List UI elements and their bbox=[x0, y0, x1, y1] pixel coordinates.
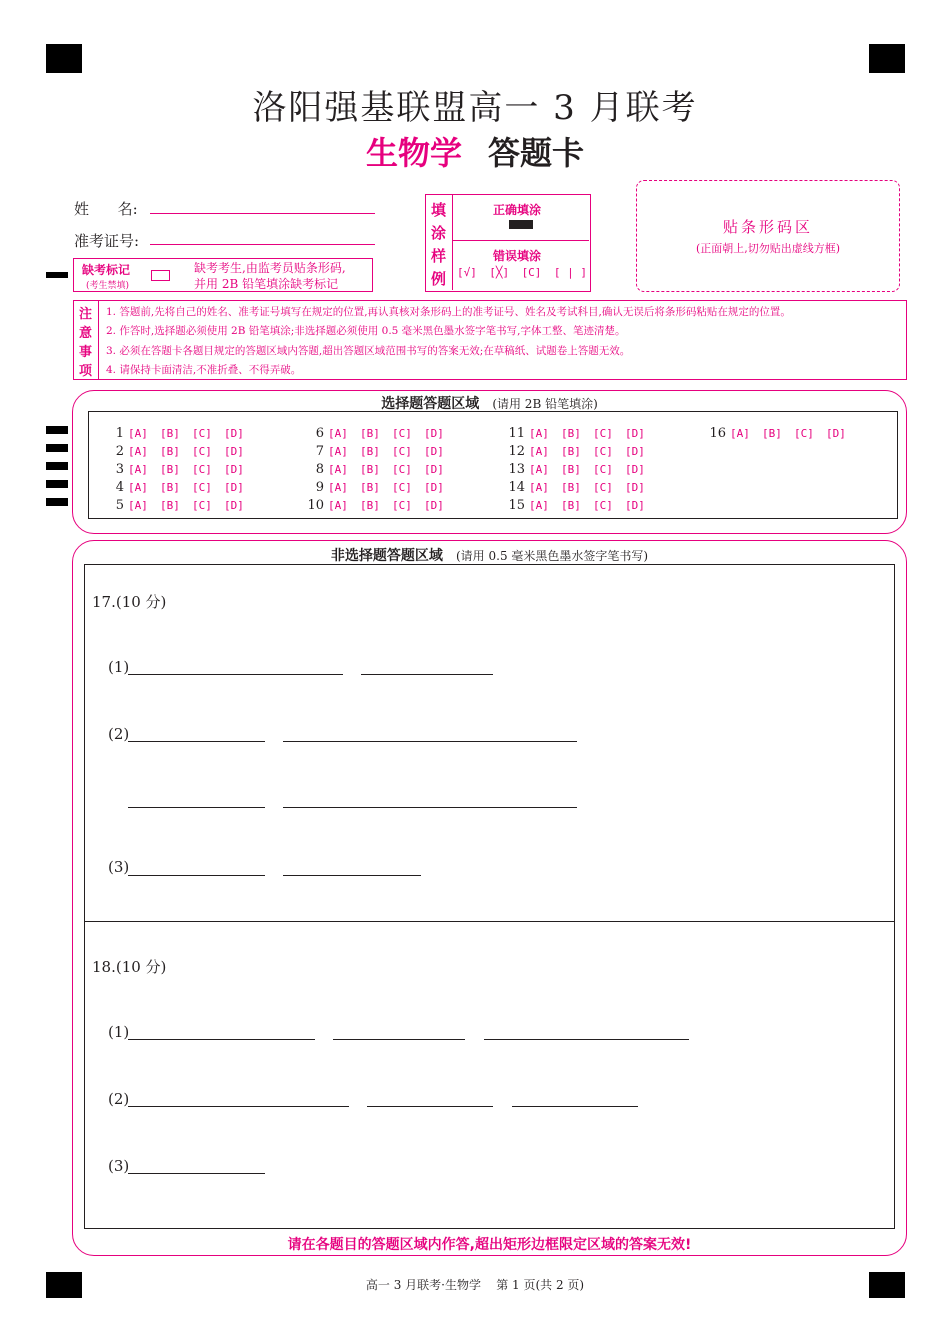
q17-part2-blank-d[interactable] bbox=[283, 807, 577, 808]
choice-option-bubble[interactable]: [D] bbox=[424, 463, 444, 476]
notes-item: 3. 必须在答题卡各题目规定的答题区域内答题,超出答题区域范围书写的答案无效;在草稿纸、试题卷上答题无效。 bbox=[106, 345, 631, 357]
barcode-sub: (正面朝上,切勿贴出虚线方框) bbox=[695, 242, 841, 255]
absent-label: 缺考标记 bbox=[82, 263, 131, 277]
choice-question-row bbox=[505, 440, 657, 459]
question-divider bbox=[84, 921, 894, 922]
notes-side-char: 事 bbox=[79, 345, 93, 360]
choice-option-bubble[interactable]: [A] bbox=[128, 481, 148, 494]
fill-sample-side-char: 例 bbox=[431, 270, 447, 288]
wrong-fill-label: 错误填涂 bbox=[493, 249, 542, 263]
choice-option-bubble[interactable]: [B] bbox=[360, 427, 380, 440]
choice-question-row bbox=[104, 494, 256, 513]
choice-option-bubble[interactable]: [A] bbox=[529, 481, 549, 494]
registration-mark-top-right bbox=[869, 44, 905, 73]
choice-option-bubble[interactable]: [D] bbox=[625, 481, 645, 494]
q18-part2-blank-c[interactable] bbox=[512, 1106, 638, 1107]
choice-option-bubble[interactable]: [C] bbox=[392, 463, 412, 476]
choice-option-bubble[interactable]: [A] bbox=[730, 427, 750, 440]
choice-option-bubble[interactable]: [D] bbox=[625, 463, 645, 476]
choice-option-bubble[interactable]: [C] bbox=[192, 499, 212, 512]
choice-question-number: 1 bbox=[115, 426, 124, 441]
q18-part1-label: (1) bbox=[108, 1023, 130, 1041]
choice-option-bubble[interactable]: [D] bbox=[224, 463, 244, 476]
absent-checkbox[interactable] bbox=[151, 270, 170, 281]
fill-sample-side-char: 样 bbox=[431, 247, 447, 265]
choice-option-bubble[interactable]: [C] bbox=[192, 463, 212, 476]
choice-option-bubble[interactable]: [A] bbox=[128, 427, 148, 440]
choice-question-row bbox=[505, 458, 657, 477]
choice-question-row bbox=[505, 476, 657, 495]
notes-item: 2. 作答时,选择题必须使用 2B 铅笔填涂;非选择题必须使用 0.5 毫米黑色墨水签字笔书写,字体工整、笔迹清楚。 bbox=[106, 325, 626, 337]
choice-question-number: 16 bbox=[709, 426, 726, 441]
choice-option-bubble[interactable]: [B] bbox=[561, 445, 581, 458]
choice-option-bubble[interactable]: [D] bbox=[424, 445, 444, 458]
choice-question-row bbox=[104, 422, 256, 441]
choice-option-bubble[interactable]: [C] bbox=[392, 481, 412, 494]
choice-option-bubble[interactable]: [C] bbox=[593, 427, 613, 440]
choice-option-bubble[interactable]: [A] bbox=[328, 427, 348, 440]
choice-question-row bbox=[706, 422, 858, 441]
choice-option-bubble[interactable]: [A] bbox=[328, 499, 348, 512]
correct-fill-sample bbox=[509, 220, 533, 229]
q18-part1-blank-c[interactable] bbox=[484, 1039, 689, 1040]
choice-option-bubble[interactable]: [D] bbox=[826, 427, 846, 440]
wrong-fill-samples bbox=[457, 266, 587, 279]
choice-option-bubble[interactable]: [C] bbox=[794, 427, 814, 440]
choice-option-bubble[interactable]: [A] bbox=[328, 481, 348, 494]
choice-option-bubble[interactable]: [D] bbox=[224, 427, 244, 440]
page-footer: 高一 3 月联考·生物学 第 1 页(共 2 页) bbox=[365, 1278, 585, 1292]
choice-question-row bbox=[104, 476, 256, 495]
choice-option-bubble[interactable]: [B] bbox=[160, 499, 180, 512]
notes-item: 1. 答题前,先将自己的姓名、准考证号填写在规定的位置,再认真核对条形码上的准考证号、姓名及考试科目,确认无误后将条形码粘贴在规定的位置。 bbox=[106, 306, 791, 318]
page-title: 洛阳强基联盟高一 3 月联考 bbox=[252, 88, 698, 128]
name-field[interactable] bbox=[150, 213, 375, 214]
correct-fill-label: 正确填涂 bbox=[493, 203, 542, 217]
choice-question-row bbox=[304, 494, 456, 513]
fill-sample-divider bbox=[452, 194, 453, 290]
q18-part3-blank-a[interactable] bbox=[128, 1173, 265, 1174]
timing-mark bbox=[46, 444, 68, 452]
choice-question-number: 2 bbox=[115, 444, 124, 459]
q18-part1-blank-b[interactable] bbox=[333, 1039, 465, 1040]
nonchoice-area-hint: (请用 0.5 毫米黑色墨水签字笔书写) bbox=[456, 549, 649, 563]
barcode-title: 贴条形码区 bbox=[722, 218, 813, 236]
choice-option-bubble[interactable]: [A] bbox=[529, 463, 549, 476]
notes-item: 4. 请保持卡面清洁,不准折叠、不得弄破。 bbox=[106, 364, 302, 376]
choice-option-bubble[interactable]: [C] bbox=[392, 445, 412, 458]
card-name: 答题卡 bbox=[488, 134, 585, 172]
choice-option-bubble[interactable]: [B] bbox=[360, 445, 380, 458]
choice-question-number: 15 bbox=[508, 498, 525, 513]
choice-option-bubble[interactable]: [C] bbox=[192, 481, 212, 494]
q18-part2-label: (2) bbox=[108, 1090, 130, 1108]
q17-part1-blank-b[interactable] bbox=[361, 674, 493, 675]
choice-question-number: 5 bbox=[115, 498, 124, 513]
choice-option-bubble[interactable]: [D] bbox=[625, 445, 645, 458]
choice-option-bubble[interactable]: [D] bbox=[224, 499, 244, 512]
choice-option-bubble[interactable]: [D] bbox=[424, 481, 444, 494]
choice-option-bubble[interactable]: [B] bbox=[561, 481, 581, 494]
wrong-mark-line: [ | ] bbox=[553, 266, 587, 279]
notes-divider bbox=[98, 300, 99, 380]
choice-option-bubble[interactable]: [D] bbox=[424, 427, 444, 440]
notes-side-char: 注 bbox=[79, 307, 93, 322]
fill-sample-side-char: 涂 bbox=[431, 224, 447, 242]
choice-option-bubble[interactable]: [C] bbox=[593, 481, 613, 494]
q17-part1-label: (1) bbox=[108, 658, 130, 676]
choice-question-number: 14 bbox=[508, 480, 525, 495]
q18-part2-blank-b[interactable] bbox=[367, 1106, 493, 1107]
q18-part3-label: (3) bbox=[108, 1157, 130, 1175]
choice-option-bubble[interactable]: [B] bbox=[762, 427, 782, 440]
absent-sub-label: (考生禁填) bbox=[86, 281, 130, 291]
timing-mark bbox=[46, 462, 68, 470]
choice-option-bubble[interactable]: [C] bbox=[392, 427, 412, 440]
choice-option-bubble[interactable]: [D] bbox=[625, 499, 645, 512]
choice-option-bubble[interactable]: [B] bbox=[160, 463, 180, 476]
choice-question-number: 10 bbox=[307, 498, 324, 513]
choice-question-number: 3 bbox=[115, 462, 124, 477]
choice-option-bubble[interactable]: [B] bbox=[360, 463, 380, 476]
choice-option-bubble[interactable]: [A] bbox=[128, 445, 148, 458]
absent-desc-line1: 缺考考生,由监考员贴条形码, bbox=[194, 261, 346, 275]
choice-question-row bbox=[104, 458, 256, 477]
choice-option-bubble[interactable]: [D] bbox=[424, 499, 444, 512]
choice-option-bubble[interactable]: [B] bbox=[561, 427, 581, 440]
choice-question-row bbox=[304, 458, 456, 477]
ticket-label: 准考证号: bbox=[74, 232, 140, 250]
registration-mark-top-left bbox=[46, 44, 82, 73]
wrong-mark-cross: [╳] bbox=[489, 266, 510, 279]
page-subtitle bbox=[0, 128, 950, 174]
q17-part3-blank-a[interactable] bbox=[128, 875, 265, 876]
choice-option-bubble[interactable]: [A] bbox=[529, 445, 549, 458]
choice-option-bubble[interactable]: [D] bbox=[625, 427, 645, 440]
wrong-mark-partial: [C] bbox=[521, 266, 542, 279]
choice-option-bubble[interactable]: [A] bbox=[328, 445, 348, 458]
q17-part3-label: (3) bbox=[108, 858, 130, 876]
choice-question-number: 4 bbox=[115, 480, 124, 495]
choice-option-bubble[interactable]: [C] bbox=[192, 427, 212, 440]
notes-side-char: 项 bbox=[79, 364, 93, 379]
q17-part2-blank-a[interactable] bbox=[128, 741, 265, 742]
choice-option-bubble[interactable]: [B] bbox=[160, 481, 180, 494]
answer-area-warning: 请在各题目的答题区域内作答,超出矩形边框限定区域的答案无效! bbox=[287, 1237, 692, 1253]
choice-question-row bbox=[505, 422, 657, 441]
timing-mark bbox=[46, 498, 68, 506]
choice-option-bubble[interactable]: [C] bbox=[392, 499, 412, 512]
timing-mark bbox=[46, 480, 68, 488]
subject-name: 生物学 bbox=[365, 134, 462, 172]
choice-area-title: 选择题答题区域 bbox=[381, 396, 480, 412]
choice-option-bubble[interactable]: [B] bbox=[561, 463, 581, 476]
choice-option-bubble[interactable]: [B] bbox=[360, 481, 380, 494]
choice-option-bubble[interactable]: [C] bbox=[593, 499, 613, 512]
q17-part2-blank-b[interactable] bbox=[283, 741, 577, 742]
choice-option-bubble[interactable]: [A] bbox=[128, 499, 148, 512]
choice-question-row bbox=[304, 476, 456, 495]
choice-option-bubble[interactable]: [C] bbox=[593, 463, 613, 476]
choice-option-bubble[interactable]: [C] bbox=[192, 445, 212, 458]
nonchoice-area-header bbox=[72, 545, 907, 565]
q17-part3-blank-b[interactable] bbox=[283, 875, 421, 876]
q18-part2-blank-a[interactable] bbox=[128, 1106, 349, 1107]
fill-sample-hdivider bbox=[452, 240, 589, 241]
choice-area-hint: (请用 2B 铅笔填涂) bbox=[492, 397, 598, 411]
choice-question-row bbox=[304, 440, 456, 459]
notes-side-char: 意 bbox=[79, 326, 93, 341]
timing-mark bbox=[46, 426, 68, 434]
nonchoice-box bbox=[84, 564, 895, 1229]
choice-option-bubble[interactable]: [C] bbox=[593, 445, 613, 458]
choice-question-number: 13 bbox=[508, 462, 525, 477]
choice-option-bubble[interactable]: [A] bbox=[128, 463, 148, 476]
choice-question-row bbox=[304, 422, 456, 441]
timing-mark bbox=[46, 272, 68, 278]
fill-sample-side-char: 填 bbox=[431, 201, 447, 219]
choice-option-bubble[interactable]: [A] bbox=[529, 499, 549, 512]
name-label: 姓 名: bbox=[74, 200, 138, 218]
choice-option-bubble[interactable]: [B] bbox=[160, 445, 180, 458]
choice-question-row bbox=[505, 494, 657, 513]
wrong-mark-check: [√] bbox=[457, 266, 477, 279]
choice-option-bubble[interactable]: [A] bbox=[529, 427, 549, 440]
q18-part1-blank-a[interactable] bbox=[128, 1039, 315, 1040]
choice-option-bubble[interactable]: [B] bbox=[561, 499, 581, 512]
choice-question-number: 8 bbox=[315, 462, 324, 477]
ticket-number-field[interactable] bbox=[150, 244, 375, 245]
q18-label: 18.(10 分) bbox=[92, 958, 167, 976]
choice-question-row bbox=[104, 440, 256, 459]
choice-option-bubble[interactable]: [D] bbox=[224, 481, 244, 494]
choice-area-header bbox=[72, 393, 907, 413]
q17-part2-label: (2) bbox=[108, 725, 130, 743]
choice-option-bubble[interactable]: [B] bbox=[360, 499, 380, 512]
q17-label: 17.(10 分) bbox=[92, 593, 167, 611]
choice-question-number: 11 bbox=[508, 426, 525, 441]
choice-option-bubble[interactable]: [D] bbox=[224, 445, 244, 458]
choice-option-bubble[interactable]: [A] bbox=[328, 463, 348, 476]
choice-question-number: 9 bbox=[315, 480, 324, 495]
choice-question-number: 6 bbox=[315, 426, 324, 441]
absent-desc-line2: 并用 2B 铅笔填涂缺考标记 bbox=[194, 277, 339, 291]
nonchoice-area-title: 非选择题答题区域 bbox=[330, 548, 443, 564]
choice-option-bubble[interactable]: [B] bbox=[160, 427, 180, 440]
q17-part2-blank-c[interactable] bbox=[128, 807, 265, 808]
choice-question-number: 7 bbox=[315, 444, 324, 459]
q17-part1-blank-a[interactable] bbox=[128, 674, 343, 675]
choice-question-number: 12 bbox=[508, 444, 525, 459]
